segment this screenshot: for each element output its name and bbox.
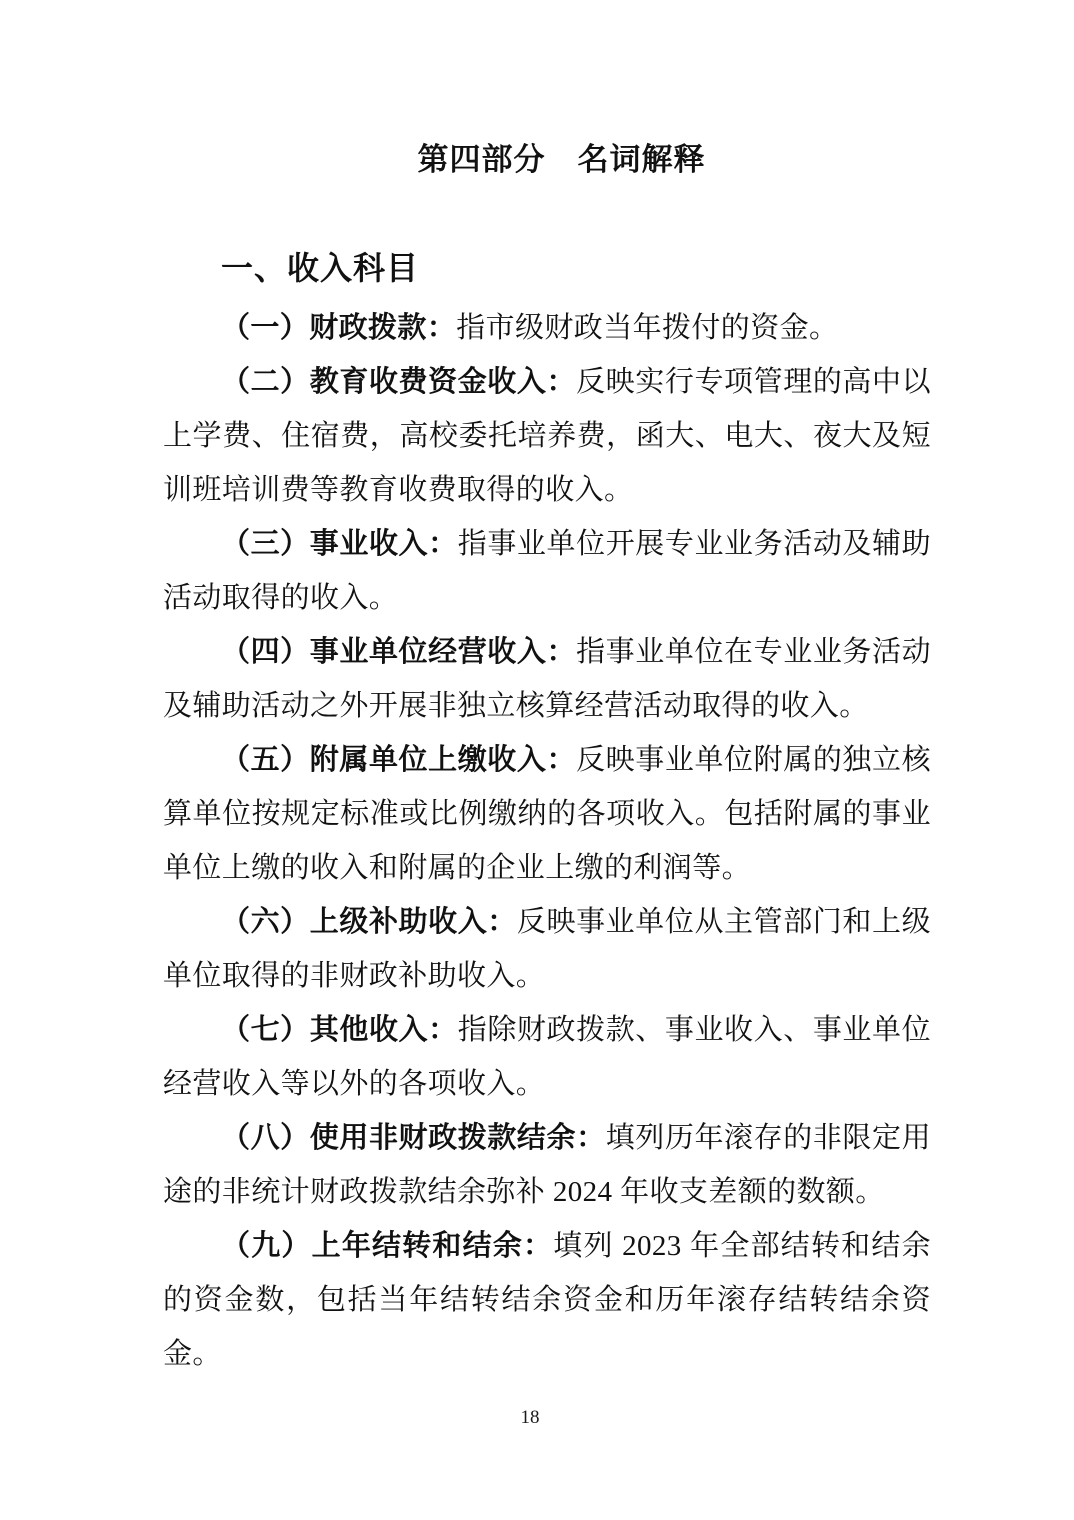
section-heading-income-categories: 一、收入科目 xyxy=(221,250,420,286)
term-definition: 指事业单位在专业业务活动及辅助活动之外开展非独立核算经营活动取得的收入。 xyxy=(163,636,931,722)
term-definition: 填列 2023 年全部结转和结余的资金数，包括当年结转结余资金和历年滚存结转结余资金。 xyxy=(163,1230,931,1370)
term-definition: 反映事业单位从主管部门和上级单位取得的非财政补助收入。 xyxy=(163,906,931,992)
term-definition: 指市级财政当年拨付的资金。 xyxy=(456,312,839,344)
glossary-item xyxy=(163,1219,931,1381)
term-definition: 反映实行专项管理的高中以上学费、住宿费，高校委托培养费，函大、电大、夜大及短训班培训费等教育收费取得的收入。 xyxy=(163,366,931,506)
term-definition: 指除财政拨款、事业收入、事业单位经营收入等以外的各项收入。 xyxy=(163,1014,931,1100)
glossary-item xyxy=(163,355,931,517)
term-definition: 填列历年滚存的非限定用途的非统计财政拨款结余弥补 2024 年收支差额的数额。 xyxy=(163,1122,931,1208)
term-definition: 指事业单位开展专业业务活动及辅助活动取得的收入。 xyxy=(163,528,931,614)
glossary-item xyxy=(163,1111,931,1219)
term-label: （六）上级补助收入： xyxy=(221,906,517,938)
term-label: （三）事业收入： xyxy=(221,528,458,560)
page-number: 18 xyxy=(520,1407,540,1428)
term-definition: 反映事业单位附属的独立核算单位按规定标准或比例缴纳的各项收入。包括附属的事业单位上缴的收入和附属的企业上缴的利润等。 xyxy=(163,744,931,884)
term-label: （四）事业单位经营收入： xyxy=(221,636,577,668)
glossary-item xyxy=(163,517,931,625)
term-label: （一）财政拨款： xyxy=(221,312,457,344)
term-label: （八）使用非财政拨款结余： xyxy=(221,1122,606,1154)
glossary-item xyxy=(163,895,931,1003)
glossary-item xyxy=(163,301,931,355)
term-label: （二）教育收费资金收入： xyxy=(221,366,577,398)
glossary-item xyxy=(163,733,931,895)
glossary-item xyxy=(163,625,931,733)
term-label: （七）其他收入： xyxy=(221,1014,458,1046)
term-label: （九）上年结转和结余： xyxy=(221,1230,554,1262)
glossary-item xyxy=(163,1003,931,1111)
term-label: （五）附属单位上缴收入： xyxy=(221,744,577,776)
page-title: 第四部分 名词解释 xyxy=(417,142,706,177)
glossary-body xyxy=(163,301,931,1381)
